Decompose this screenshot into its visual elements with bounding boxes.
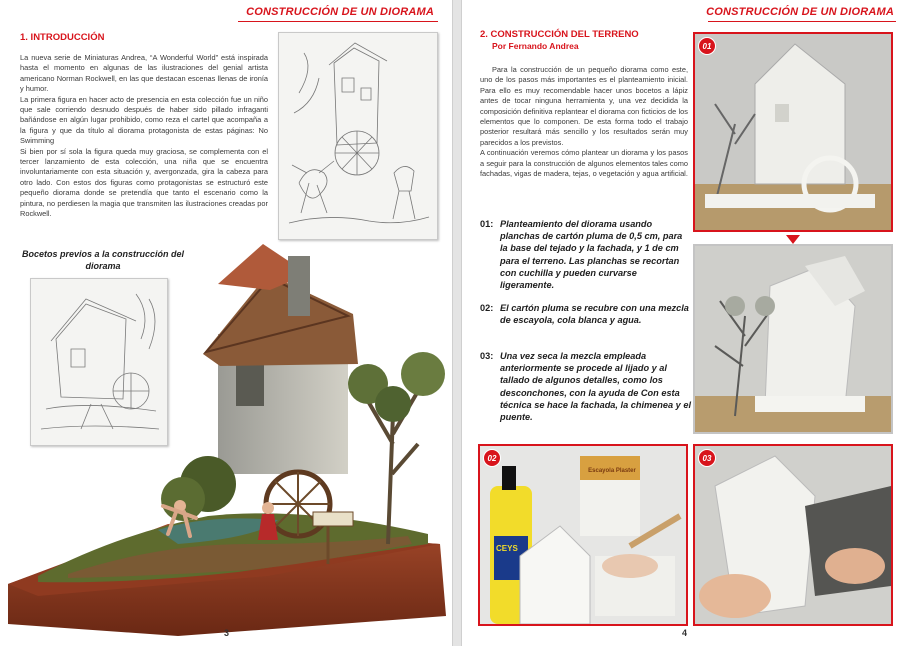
- photo-step-01b-image: [695, 246, 891, 432]
- terrain-body-text: [480, 65, 688, 179]
- photo-02-badge: 02: [483, 449, 501, 467]
- intro-paragraph-1: La nueva serie de Miniaturas Andrea, “A Wonderful World” está inspirada hasta el momento en algunas de las ilustraciones del genial artista americano Norman Rockwell, en las que destacan escenas llenas de ironía y humor.: [20, 53, 268, 94]
- step-02-text: El cartón pluma se recubre con una mezcla de escayola, cola blanca y agua.: [500, 303, 689, 326]
- right-header-rule: [708, 21, 896, 22]
- photo-step-03: [693, 444, 893, 626]
- step-01: [480, 218, 692, 291]
- step-03-text: Una vez seca la mezcla empleada anteriormente se procede al lijado y al tallado de algunos detalles, como los desconchones, con la ayuda de Con esta técnica se hace la fachada, la chimenea y el puente.: [500, 351, 691, 423]
- intro-section-title: 1. INTRODUCCIÓN: [20, 32, 105, 43]
- intro-paragraph-3: Si bien por sí sola la figura queda muy graciosa, se complementa con el tercer lanzamiento de esta colección, una niña que se encuentra involuntariamente con esta situación y, avergonzada, gira la cabeza para otro lado. Con estos dos figuras como protagonistas se estructuró este pequeño diorama donde se pretendía que tanto el escenario como la pintura, no perdiesen la magia que transmiten las ilustraciones creadas por Rockwell.: [20, 146, 268, 219]
- photo-01-badge: 01: [698, 37, 716, 55]
- left-header-rule: [238, 21, 438, 22]
- left-page-number: 3: [224, 628, 230, 638]
- page-gutter: [452, 0, 462, 646]
- terrain-paragraph-2: A continuación veremos cómo plantear un diorama y los pasos a seguir para la construcción de algunos elementos tales como fachadas, vigas de madera, tejas, o vegetación y agua artificial.: [480, 148, 688, 179]
- down-arrow-icon: [786, 235, 800, 244]
- step-01-number: 01:: [480, 219, 494, 229]
- terrain-section-title: 2. CONSTRUCCIÓN DEL TERRENO: [480, 29, 639, 40]
- step-03: [480, 350, 692, 423]
- intro-paragraph-2: La primera figura en hacer acto de presencia en esta colección fue un niño que sale corriendo desnudo después de haber sido pillado infraganti bañándose en algún lugar prohibido, como reza el cartel que acompaña a la figura y que da título al diorama protagonista de estas páginas: No Swimming: [20, 94, 268, 146]
- photo-step-03-image: [695, 446, 891, 624]
- plaster-box-label: Escayola Plaster: [588, 468, 636, 474]
- diorama-illustration: [8, 244, 446, 636]
- sketch-boy-running: [278, 32, 438, 240]
- sketch-boy-running-drawing: [279, 33, 437, 239]
- photo-step-01b: [693, 244, 893, 434]
- diorama-photo: [8, 244, 446, 636]
- photo-step-02: [478, 444, 688, 626]
- terrain-paragraph-1: Para la construcción de un pequeño diorama como este, uno de los pasos más importantes es el planteamiento inicial. Para ello es muy recomendable hacer unos bocetos a lápiz antes de tocar ninguna herramienta y, una vez decidida la composición definitiva replantear el diorama con ficticios de los elementos que lo componen. De esta forma todo el trabajo posterior resultará más sencillo y los resultados serán muy parecidos a los previstos.: [480, 65, 688, 147]
- sketches-caption: Bocetos previos a la construcción del diorama: [21, 249, 185, 271]
- step-03-number: 03:: [480, 351, 494, 361]
- right-page-header: CONSTRUCCIÓN DE UN DIORAMA: [706, 6, 894, 18]
- glue-bottle-label: CEYS: [496, 544, 518, 553]
- left-page: [0, 0, 452, 646]
- terrain-section-author: Por Fernando Andrea: [492, 41, 579, 51]
- step-02-number: 02:: [480, 303, 494, 313]
- photo-step-01-image: [695, 34, 891, 230]
- step-02: [480, 302, 692, 326]
- left-page-header: CONSTRUCCIÓN DE UN DIORAMA: [246, 6, 434, 18]
- photo-step-01: [693, 32, 893, 232]
- intro-body-text: [20, 53, 268, 220]
- step-01-text: Planteamiento del diorama usando planchas de cartón pluma de 0,5 cm, para la base del tejado y la fachada, y 1 de cm para el terreno. Las planchas se recortan con cuchilla y pueden curvarse ligeramente.: [500, 219, 683, 291]
- photo-03-badge: 03: [698, 449, 716, 467]
- right-page-number: 4: [682, 628, 688, 638]
- right-page: [462, 0, 916, 646]
